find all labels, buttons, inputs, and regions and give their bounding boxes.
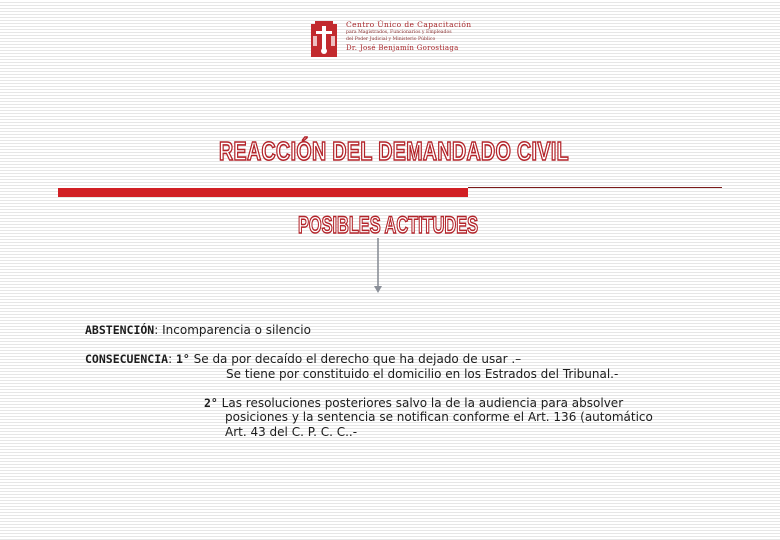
abstencion-line [85, 323, 311, 337]
red-divider-bar [58, 188, 468, 197]
item2-text: Las resoluciones posteriores salvo la de la audiencia para absolver [217, 396, 624, 410]
abstencion-label: ABSTENCIÓN [85, 323, 155, 337]
logo-title: Centro Único de Capacitación [346, 20, 472, 29]
item2-number: 2° [204, 396, 218, 410]
logo-subtitle-1: para Magistrados, Funcionarios y Empleados [346, 30, 452, 35]
consecuencia-line [85, 352, 521, 366]
slide-subtitle: POSIBLES ACTITUDES [298, 212, 478, 239]
slide-title: REACCIÓN DEL DEMANDADO CIVIL [219, 136, 569, 166]
consecuencia-colon: : [168, 352, 176, 366]
title-area [0, 0, 780, 260]
down-arrow-icon [373, 238, 383, 294]
consecuencia-label: CONSECUENCIA [85, 352, 169, 366]
item2-continuation-1: posiciones y la sentencia se notifican conforme el Art. 136 (automático [225, 410, 653, 424]
item1-number: 1° [175, 352, 190, 366]
item1-text: Se da por decaído el derecho que ha dejado de usar .– [189, 352, 522, 366]
logo-name: Dr. José Benjamín Gorostiaga [346, 44, 459, 52]
abstencion-text: : Incomparencia o silencio [154, 323, 311, 337]
item1-continuation: Se tiene por constituido el domicilio en los Estrados del Tribunal.- [226, 367, 619, 381]
item2-continuation-2: Art. 43 del C. P. C. C..- [225, 425, 358, 439]
item2-line [204, 396, 623, 410]
logo-subtitle-2: del Poder Judicial y Ministerio Público [346, 37, 436, 42]
thin-divider-line [468, 187, 722, 188]
